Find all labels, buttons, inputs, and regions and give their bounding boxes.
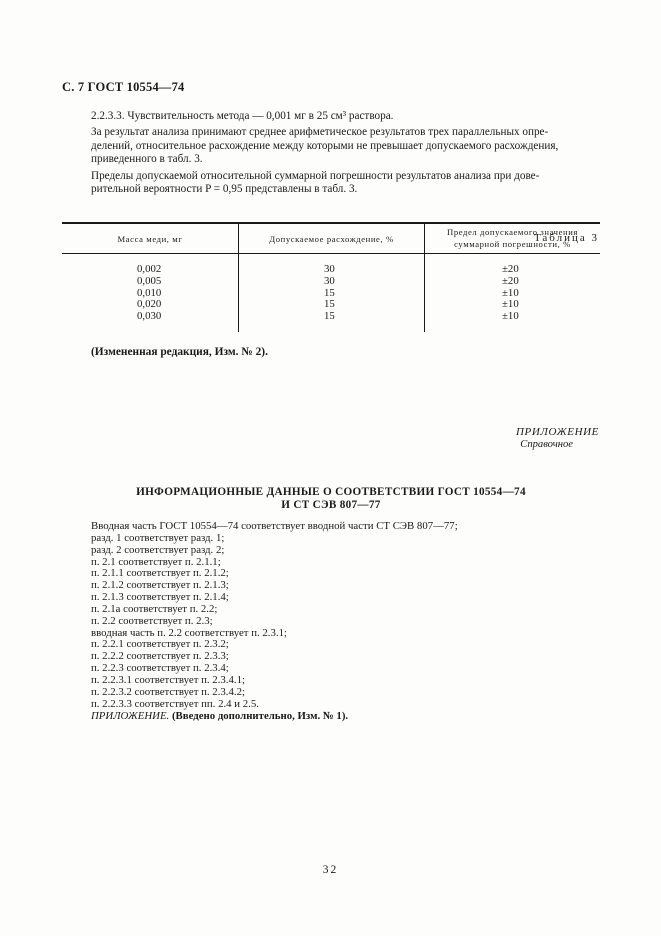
list-item: Вводная часть ГОСТ 10554—74 соответствует вводной части СТ СЭВ 807—77;	[91, 520, 458, 532]
table-cell: 15	[324, 310, 335, 323]
list-item: п. 2.2.1 соответствует п. 2.3.2;	[91, 638, 229, 651]
table-cell: 0,020	[137, 298, 162, 311]
appendix-note-bold: (Введено дополнительно, Изм. № 1).	[169, 709, 349, 722]
correspondence-list	[91, 521, 458, 722]
appendix-note-italic: ПРИЛОЖЕНИЕ.	[91, 709, 170, 722]
table-cell: 15	[324, 298, 335, 311]
table-cell: ±20	[502, 263, 519, 275]
limit-column	[502, 264, 519, 323]
limits-line: рительной вероятности P = 0,95 представлены в табл. 3.	[91, 183, 358, 195]
list-item: п. 2.1.1 соответствует п. 2.1.2;	[91, 567, 229, 580]
list-item: п. 2.2 соответствует п. 2.3;	[91, 614, 213, 627]
list-item: разд. 2 соответствует разд. 2;	[91, 543, 225, 556]
page-number: 32	[322, 864, 339, 876]
mass-column	[137, 264, 161, 323]
info-title-line: И СТ СЭВ 807—77	[281, 499, 381, 511]
appendix-subtitle: Справочное	[520, 439, 573, 450]
info-title	[62, 486, 600, 512]
list-item: п. 2.2.3 соответствует п. 2.3.4;	[91, 662, 229, 675]
table-cell: 30	[324, 274, 335, 287]
table-cell: 0,002	[137, 263, 162, 275]
list-item: п. 2.2.3.2 соответствует п. 2.3.4.2;	[91, 685, 245, 698]
header-limit	[425, 227, 600, 250]
allowed-column	[324, 264, 335, 323]
appendix-title: ПРИЛОЖЕНИЕ	[516, 426, 599, 438]
table-cell: 0,030	[137, 310, 162, 323]
list-item: п. 2.1.3 соответствует п. 2.1.4;	[91, 591, 229, 604]
sensitivity-text: 2.2.3.3. Чувствительность метода — 0,001 мг в 25 см³ раствора.	[91, 110, 394, 122]
table-top-rule	[62, 222, 600, 224]
limits-line: Пределы допускаемой относительной суммарной погрешности результатов анализа при дове-	[91, 170, 540, 182]
sensitivity-paragraph	[91, 110, 599, 123]
table-cell: ±20	[502, 274, 519, 287]
table-cell: 15	[324, 286, 335, 299]
table-header-rule	[62, 253, 600, 254]
header-limit-line: Предел допускаемого значения	[447, 227, 578, 237]
list-item: п. 2.1а соответствует п. 2.2;	[91, 602, 218, 615]
table-cell: ±10	[502, 286, 519, 299]
table-caption: Таблица 3	[533, 232, 599, 244]
list-item: разд. 1 соответствует разд. 1;	[91, 531, 225, 544]
list-item-appendix-note	[91, 711, 458, 723]
table-cell: 0,005	[137, 274, 162, 287]
list-item: п. 2.1.2 соответствует п. 2.1.3;	[91, 579, 229, 592]
result-line: делений, относительное расхождение между которыми не превышает допускаемого расхождения,	[91, 140, 559, 152]
list-item: вводная часть п. 2.2 соответствует п. 2.3.1;	[91, 626, 287, 639]
result-line: За результат анализа принимают среднее арифметическое результатов трех параллельных опре-	[91, 126, 549, 138]
table-cell: 30	[324, 263, 335, 275]
table-cell: ±10	[502, 310, 519, 323]
table-cell: 0,010	[137, 286, 162, 299]
header-limit-line: суммарной погрешности, %	[454, 238, 571, 249]
result-paragraph	[91, 126, 599, 139]
list-item: п. 2.2.2 соответствует п. 2.3.3;	[91, 650, 229, 663]
list-item: п. 2.2.3.3 соответствует пп. 2.4 и 2.5.	[91, 697, 259, 710]
result-line: приведенного в табл. 3.	[91, 153, 203, 165]
table-cell: ±10	[502, 298, 519, 311]
header-mass: Масса меди, мг	[117, 234, 183, 244]
info-title-line: ИНФОРМАЦИОННЫЕ ДАННЫЕ О СООТВЕТСТВИИ ГОСТ 10554—74	[136, 486, 526, 498]
header-allowed: Допускаемое расхождение, %	[269, 234, 394, 244]
list-item: п. 2.2.3.1 соответствует п. 2.3.4.1;	[91, 673, 245, 686]
page-header: С. 7 ГОСТ 10554—74	[62, 80, 185, 94]
list-item: п. 2.1 соответствует п. 2.1.1;	[91, 555, 221, 568]
revision-note: (Измененная редакция, Изм. № 2).	[91, 346, 268, 358]
